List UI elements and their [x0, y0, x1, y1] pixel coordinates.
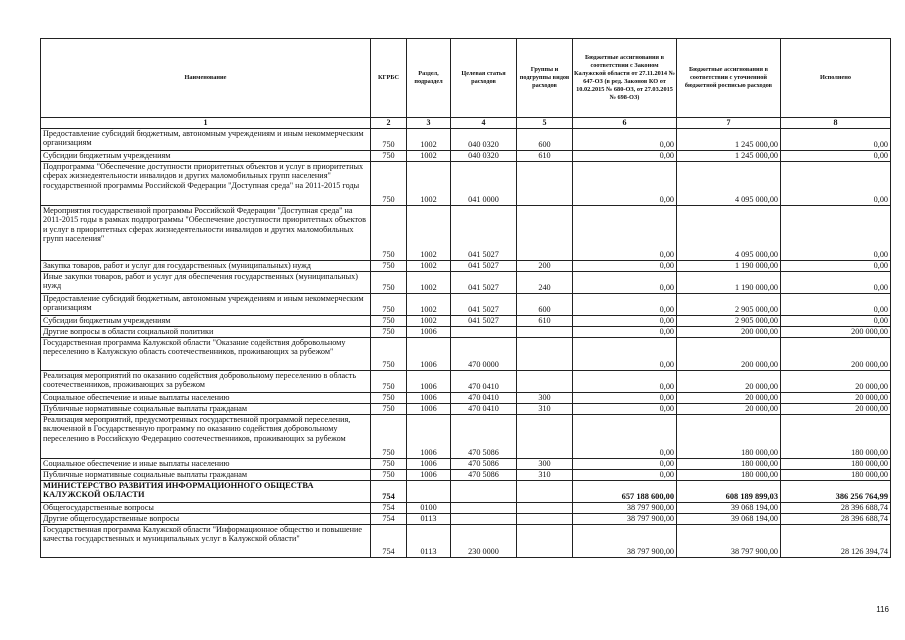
row-section: 1002: [407, 205, 451, 260]
header-section: Раздел, подраздел: [407, 39, 451, 118]
row-kgrbs: 754: [371, 513, 407, 524]
row-budget-law: 0,00: [573, 403, 677, 414]
table-row: [41, 293, 891, 315]
row-name: Мероприятия государственной программы Российской Федерации "Доступная среда" на 2011-2015 годы в рамках подпрограммы "Обеспечение доступности приоритетных объектов и услуг в приоритетных сферах жизнедеятельности инвалидов и других маломобильных групп населения": [41, 205, 371, 260]
column-number-row: [41, 118, 891, 129]
column-number: 7: [677, 118, 781, 129]
row-target: [451, 480, 517, 502]
table-row: [41, 392, 891, 403]
row-executed: 200 000,00: [781, 326, 891, 337]
row-budget-law: 0,00: [573, 315, 677, 326]
row-target: 470 5086: [451, 414, 517, 458]
table-row: [41, 370, 891, 392]
row-executed: 180 000,00: [781, 458, 891, 469]
row-budget-list: 180 000,00: [677, 469, 781, 480]
row-budget-law: 0,00: [573, 205, 677, 260]
row-executed: 180 000,00: [781, 414, 891, 458]
table-row: [41, 205, 891, 260]
row-executed: 0,00: [781, 205, 891, 260]
row-target: 041 5027: [451, 315, 517, 326]
table-row: [41, 260, 891, 271]
row-target: [451, 513, 517, 524]
row-budget-law: 657 188 600,00: [573, 480, 677, 502]
table-row: [41, 524, 891, 557]
row-kgrbs: 750: [371, 458, 407, 469]
header-budget-law: Бюджетные ассигнования в соответствии с Законом Калужской области от 27.11.2014 № 647-ОЗ (в ред. Законов КО от 10.02.2015 № 680-ОЗ, от 27.03.2015 № 698-ОЗ): [573, 39, 677, 118]
row-kgrbs: 750: [371, 260, 407, 271]
row-name: Предоставление субсидий бюджетным, автономным учреждениям и иным некоммерческим организациям: [41, 293, 371, 315]
row-kgrbs: 750: [371, 403, 407, 414]
row-group: [517, 414, 573, 458]
row-name: Реализация мероприятий, предусмотренных государственной программой переселения, включенной в Государственную программу по оказанию содействия добровольному переселению в Российскую Федерацию соотечественников, проживающих за рубежом: [41, 414, 371, 458]
table-row: [41, 161, 891, 205]
row-section: 1006: [407, 458, 451, 469]
row-target: 230 0000: [451, 524, 517, 557]
row-budget-law: 0,00: [573, 128, 677, 150]
column-number: 8: [781, 118, 891, 129]
row-section: 1006: [407, 326, 451, 337]
row-target: 041 5027: [451, 260, 517, 271]
row-budget-law: 0,00: [573, 161, 677, 205]
row-executed: 0,00: [781, 315, 891, 326]
table-row: [41, 128, 891, 150]
row-kgrbs: 750: [371, 128, 407, 150]
row-name: Общегосударственные вопросы: [41, 502, 371, 513]
row-group: 200: [517, 260, 573, 271]
row-section: 1006: [407, 469, 451, 480]
row-name: Предоставление субсидий бюджетным, автономным учреждениям и иным некоммерческим организациям: [41, 128, 371, 150]
row-name: Социальное обеспечение и иные выплаты населению: [41, 458, 371, 469]
row-kgrbs: 750: [371, 370, 407, 392]
row-budget-law: 0,00: [573, 293, 677, 315]
row-target: 470 5086: [451, 469, 517, 480]
row-budget-law: 0,00: [573, 458, 677, 469]
row-section: 1006: [407, 414, 451, 458]
row-section: [407, 480, 451, 502]
row-target: 470 5086: [451, 458, 517, 469]
row-kgrbs: 754: [371, 524, 407, 557]
row-kgrbs: 754: [371, 502, 407, 513]
row-budget-law: 0,00: [573, 414, 677, 458]
row-budget-list: 200 000,00: [677, 326, 781, 337]
table-row: [41, 502, 891, 513]
row-budget-law: 0,00: [573, 271, 677, 293]
row-name: Публичные нормативные социальные выплаты гражданам: [41, 403, 371, 414]
row-section: 1002: [407, 260, 451, 271]
row-budget-list: 39 068 194,00: [677, 513, 781, 524]
row-target: 041 5027: [451, 271, 517, 293]
row-executed: 0,00: [781, 150, 891, 161]
row-group: [517, 513, 573, 524]
page-number: 116: [876, 605, 889, 614]
row-budget-law: 0,00: [573, 337, 677, 370]
row-budget-law: 0,00: [573, 469, 677, 480]
row-section: 0113: [407, 524, 451, 557]
header-budget-list: Бюджетные ассигнования в соответствии с уточненной бюджетной росписью расходов: [677, 39, 781, 118]
table-row: [41, 403, 891, 414]
row-executed: 28 126 394,74: [781, 524, 891, 557]
row-kgrbs: 750: [371, 392, 407, 403]
row-name: Реализация мероприятий по оказанию содействия добровольному переселению в область соотечественников, проживающих за рубежом: [41, 370, 371, 392]
row-target: 470 0410: [451, 403, 517, 414]
row-group: 310: [517, 403, 573, 414]
table-row: [41, 337, 891, 370]
row-budget-list: 1 245 000,00: [677, 150, 781, 161]
row-executed: 0,00: [781, 293, 891, 315]
row-target: 470 0410: [451, 392, 517, 403]
row-name: Другие вопросы в области социальной политики: [41, 326, 371, 337]
row-group: [517, 205, 573, 260]
column-number: 1: [41, 118, 371, 129]
table-row: [41, 513, 891, 524]
row-budget-list: 2 905 000,00: [677, 293, 781, 315]
column-number: 3: [407, 118, 451, 129]
table-row: [41, 414, 891, 458]
row-name: Государственная программа Калужской области "Информационное общество и повышение качества государственных и муниципальных услуг в Калужской области": [41, 524, 371, 557]
row-executed: 20 000,00: [781, 370, 891, 392]
row-target: 470 0410: [451, 370, 517, 392]
row-executed: 386 256 764,99: [781, 480, 891, 502]
row-group: 240: [517, 271, 573, 293]
row-kgrbs: 750: [371, 337, 407, 370]
row-kgrbs: 750: [371, 326, 407, 337]
table-body: [41, 128, 891, 557]
row-kgrbs: 750: [371, 315, 407, 326]
header-name: Наименование: [41, 39, 371, 118]
row-executed: 20 000,00: [781, 403, 891, 414]
row-section: 0100: [407, 502, 451, 513]
row-group: [517, 337, 573, 370]
row-group: 300: [517, 458, 573, 469]
row-budget-law: 38 797 900,00: [573, 524, 677, 557]
row-group: [517, 480, 573, 502]
row-group: 600: [517, 128, 573, 150]
row-kgrbs: 750: [371, 205, 407, 260]
row-section: 0113: [407, 513, 451, 524]
row-budget-list: 39 068 194,00: [677, 502, 781, 513]
row-budget-law: 0,00: [573, 392, 677, 403]
row-budget-list: 608 189 899,03: [677, 480, 781, 502]
row-target: 470 0000: [451, 337, 517, 370]
row-budget-law: 38 797 900,00: [573, 502, 677, 513]
row-budget-list: 4 095 000,00: [677, 161, 781, 205]
row-target: 041 5027: [451, 205, 517, 260]
row-group: [517, 524, 573, 557]
row-executed: 20 000,00: [781, 392, 891, 403]
row-group: 610: [517, 150, 573, 161]
column-number: 4: [451, 118, 517, 129]
row-budget-list: 180 000,00: [677, 458, 781, 469]
row-name: Субсидии бюджетным учреждениям: [41, 315, 371, 326]
row-budget-law: 38 797 900,00: [573, 513, 677, 524]
row-kgrbs: 754: [371, 480, 407, 502]
row-group: 610: [517, 315, 573, 326]
row-name: Субсидии бюджетным учреждениям: [41, 150, 371, 161]
row-section: 1006: [407, 392, 451, 403]
row-budget-law: 0,00: [573, 260, 677, 271]
row-kgrbs: 750: [371, 414, 407, 458]
row-executed: 0,00: [781, 161, 891, 205]
row-budget-list: 1 245 000,00: [677, 128, 781, 150]
row-budget-list: 20 000,00: [677, 370, 781, 392]
row-group: 600: [517, 293, 573, 315]
row-kgrbs: 750: [371, 293, 407, 315]
row-executed: 0,00: [781, 271, 891, 293]
row-section: 1002: [407, 128, 451, 150]
row-group: [517, 326, 573, 337]
row-target: 040 0320: [451, 128, 517, 150]
table-row: [41, 326, 891, 337]
column-number: 6: [573, 118, 677, 129]
row-target: [451, 502, 517, 513]
row-name: Другие общегосударственные вопросы: [41, 513, 371, 524]
header-row: [41, 39, 891, 118]
header-executed: Исполнено: [781, 39, 891, 118]
table-row: [41, 315, 891, 326]
row-budget-list: 20 000,00: [677, 403, 781, 414]
row-group: 300: [517, 392, 573, 403]
row-name: Подпрограмма "Обеспечение доступности приоритетных объектов и услуг в приоритетных сферах жизнедеятельности инвалидов и других маломобильных групп населения" государственной программы Российской Федерации "Доступная среда" на 2011-2015 годы: [41, 161, 371, 205]
row-section: 1002: [407, 150, 451, 161]
row-kgrbs: 750: [371, 469, 407, 480]
row-kgrbs: 750: [371, 150, 407, 161]
header-kgrbs: КГРБС: [371, 39, 407, 118]
row-section: 1002: [407, 315, 451, 326]
header-groups: Группы и подгруппы видов расходов: [517, 39, 573, 118]
row-budget-list: 20 000,00: [677, 392, 781, 403]
table-row: [41, 271, 891, 293]
table-row: [41, 469, 891, 480]
budget-table: [40, 38, 891, 558]
row-kgrbs: 750: [371, 161, 407, 205]
row-budget-list: 38 797 900,00: [677, 524, 781, 557]
row-budget-list: 2 905 000,00: [677, 315, 781, 326]
row-kgrbs: 750: [371, 271, 407, 293]
row-budget-list: 180 000,00: [677, 414, 781, 458]
row-name: Иные закупки товаров, работ и услуг для обеспечения государственных (муниципальных) нужд: [41, 271, 371, 293]
row-budget-law: 0,00: [573, 370, 677, 392]
row-section: 1002: [407, 161, 451, 205]
table-row: [41, 480, 891, 502]
row-section: 1002: [407, 271, 451, 293]
table-row: [41, 458, 891, 469]
row-executed: 0,00: [781, 128, 891, 150]
row-target: [451, 326, 517, 337]
row-target: 041 0000: [451, 161, 517, 205]
row-executed: 28 396 688,74: [781, 502, 891, 513]
row-section: 1006: [407, 337, 451, 370]
row-executed: 0,00: [781, 260, 891, 271]
row-budget-list: 1 190 000,00: [677, 271, 781, 293]
row-name: Государственная программа Калужской области "Оказание содействия добровольному переселению в Калужскую область соотечественников, проживающих за рубежом": [41, 337, 371, 370]
row-section: 1006: [407, 370, 451, 392]
row-group: [517, 502, 573, 513]
row-name: Социальное обеспечение и иные выплаты населению: [41, 392, 371, 403]
row-target: 041 5027: [451, 293, 517, 315]
row-budget-list: 200 000,00: [677, 337, 781, 370]
row-section: 1002: [407, 293, 451, 315]
row-group: [517, 370, 573, 392]
row-budget-list: 1 190 000,00: [677, 260, 781, 271]
row-target: 040 0320: [451, 150, 517, 161]
row-group: [517, 161, 573, 205]
column-number: 2: [371, 118, 407, 129]
row-budget-law: 0,00: [573, 326, 677, 337]
row-executed: 180 000,00: [781, 469, 891, 480]
row-section: 1006: [407, 403, 451, 414]
column-number: 5: [517, 118, 573, 129]
row-executed: 200 000,00: [781, 337, 891, 370]
row-name: Публичные нормативные социальные выплаты гражданам: [41, 469, 371, 480]
row-group: 310: [517, 469, 573, 480]
row-budget-list: 4 095 000,00: [677, 205, 781, 260]
row-name: Закупка товаров, работ и услуг для государственных (муниципальных) нужд: [41, 260, 371, 271]
row-name: МИНИСТЕРСТВО РАЗВИТИЯ ИНФОРМАЦИОННОГО ОБЩЕСТВА КАЛУЖСКОЙ ОБЛАСТИ: [41, 480, 371, 502]
row-budget-law: 0,00: [573, 150, 677, 161]
budget-report-sheet: [40, 38, 890, 558]
table-row: [41, 150, 891, 161]
row-executed: 28 396 688,74: [781, 513, 891, 524]
header-target: Целевая статья расходов: [451, 39, 517, 118]
